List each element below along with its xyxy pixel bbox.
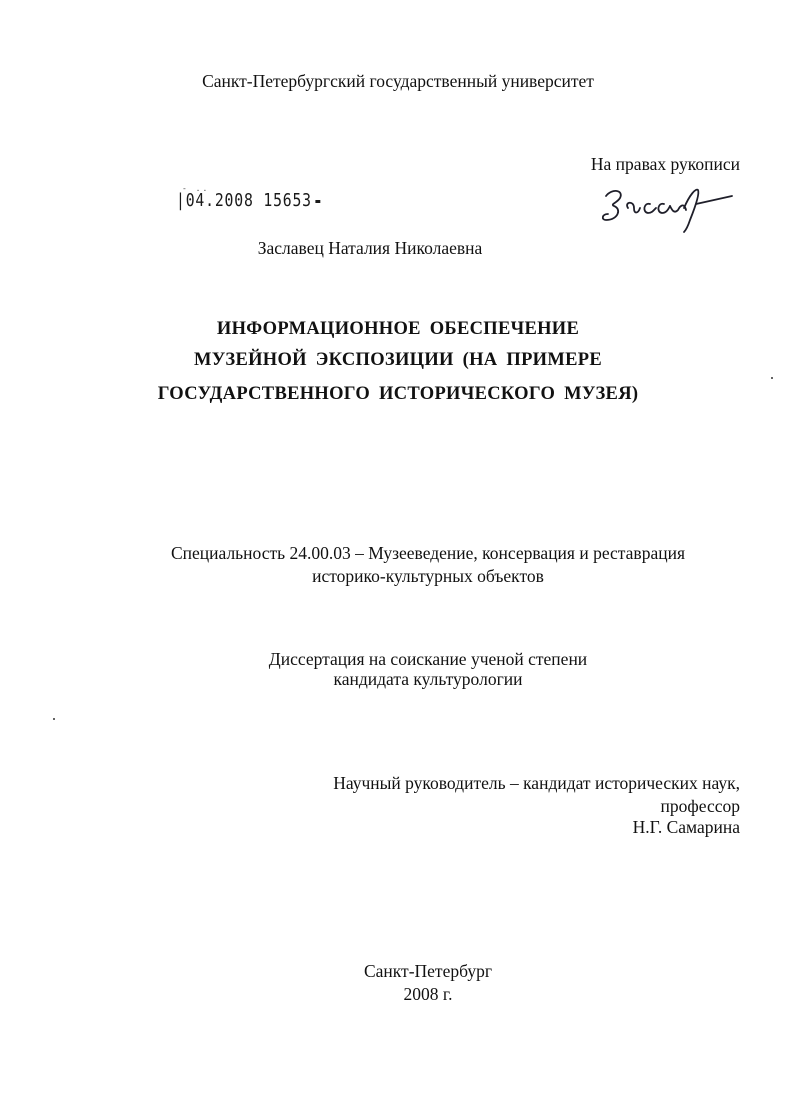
dissertation-line-2: кандидата культурологии <box>333 669 523 689</box>
year: 2008 г. <box>403 984 453 1004</box>
scan-speck <box>771 377 773 379</box>
supervisor-line-3: Н.Г. Самарина <box>632 817 740 837</box>
supervisor-line-2: профессор <box>660 796 740 816</box>
specialty-line-1: Специальность 24.00.03 – Музееведение, консервация и реставрация <box>170 543 685 563</box>
handwritten-signature <box>598 180 736 236</box>
title-line-1: ИНФОРМАЦИОННОЕ ОБЕСПЕЧЕНИЕ <box>216 319 580 339</box>
specialty-line-2: историко-культурных объектов <box>312 566 544 586</box>
dissertation-line-1: Диссертация на соискание ученой степени <box>268 649 588 669</box>
title-line-2: МУЗЕЙНОЙ ЭКСПОЗИЦИИ (НА ПРИМЕРЕ <box>193 350 603 370</box>
supervisor-line-1: Научный руководитель – кандидат исторических наук, <box>333 773 740 793</box>
registry-stamp <box>176 190 320 211</box>
registry-stamp-prefix: | <box>176 190 186 211</box>
scan-speck <box>53 718 55 720</box>
city: Санкт-Петербург <box>363 961 493 981</box>
university-name: Санкт-Петербургский государственный университет <box>202 71 594 91</box>
registry-stamp-marks: - .. <box>182 184 210 193</box>
registry-stamp-number: 04.2008 15653 <box>185 190 312 211</box>
author-name: Заславец Наталия Николаевна <box>257 238 483 258</box>
title-line-3: ГОСУДАРСТВЕННОГО ИСТОРИЧЕСКОГО МУЗЕЯ) <box>157 384 639 404</box>
manuscript-rights-note: На правах рукописи <box>590 154 740 174</box>
stamp-dash-mark <box>315 200 320 203</box>
